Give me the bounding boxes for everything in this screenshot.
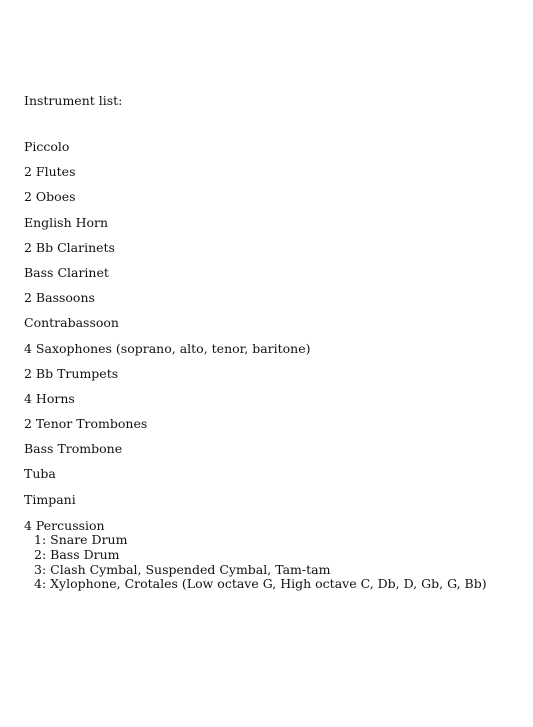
percussion-title: 4 Percussion xyxy=(24,518,105,533)
percussion-parts-list xyxy=(24,533,487,592)
instrument-item: 2 Flutes xyxy=(24,164,76,180)
instrument-item: Bass Trombone xyxy=(24,441,123,457)
percussion-part: 2: Bass Drum xyxy=(34,546,120,562)
instrument-item: 2 Bb Trumpets xyxy=(24,365,119,381)
instrument-list-heading: Instrument list: xyxy=(24,93,123,108)
percussion-part: 1: Snare Drum xyxy=(34,532,128,547)
instrument-item: 2 Bb Clarinets xyxy=(24,239,115,255)
percussion-section xyxy=(24,518,487,592)
instrument-item: Piccolo xyxy=(24,139,70,154)
instrument-list xyxy=(24,139,311,517)
instrument-item: Timpani xyxy=(24,491,76,507)
percussion-part: 4: Xylophone, Crotales (Low octave G, High octave C, Db, D, Gb, G, Bb) xyxy=(34,576,487,592)
instrument-item: 2 Oboes xyxy=(24,189,76,205)
instrument-item: 4 Saxophones (soprano, alto, tenor, baritone) xyxy=(24,340,311,356)
instrument-item: 2 Tenor Trombones xyxy=(24,416,148,432)
instrument-item: Contrabassoon xyxy=(24,315,119,331)
instrument-item: Tuba xyxy=(24,466,56,482)
instrument-item: English Horn xyxy=(24,214,109,230)
percussion-part: 3: Clash Cymbal, Suspended Cymbal, Tam-tam xyxy=(34,561,331,577)
instrument-item: 2 Bassoons xyxy=(24,290,95,306)
instrument-item: Bass Clarinet xyxy=(24,264,109,280)
instrument-item: 4 Horns xyxy=(24,390,75,406)
